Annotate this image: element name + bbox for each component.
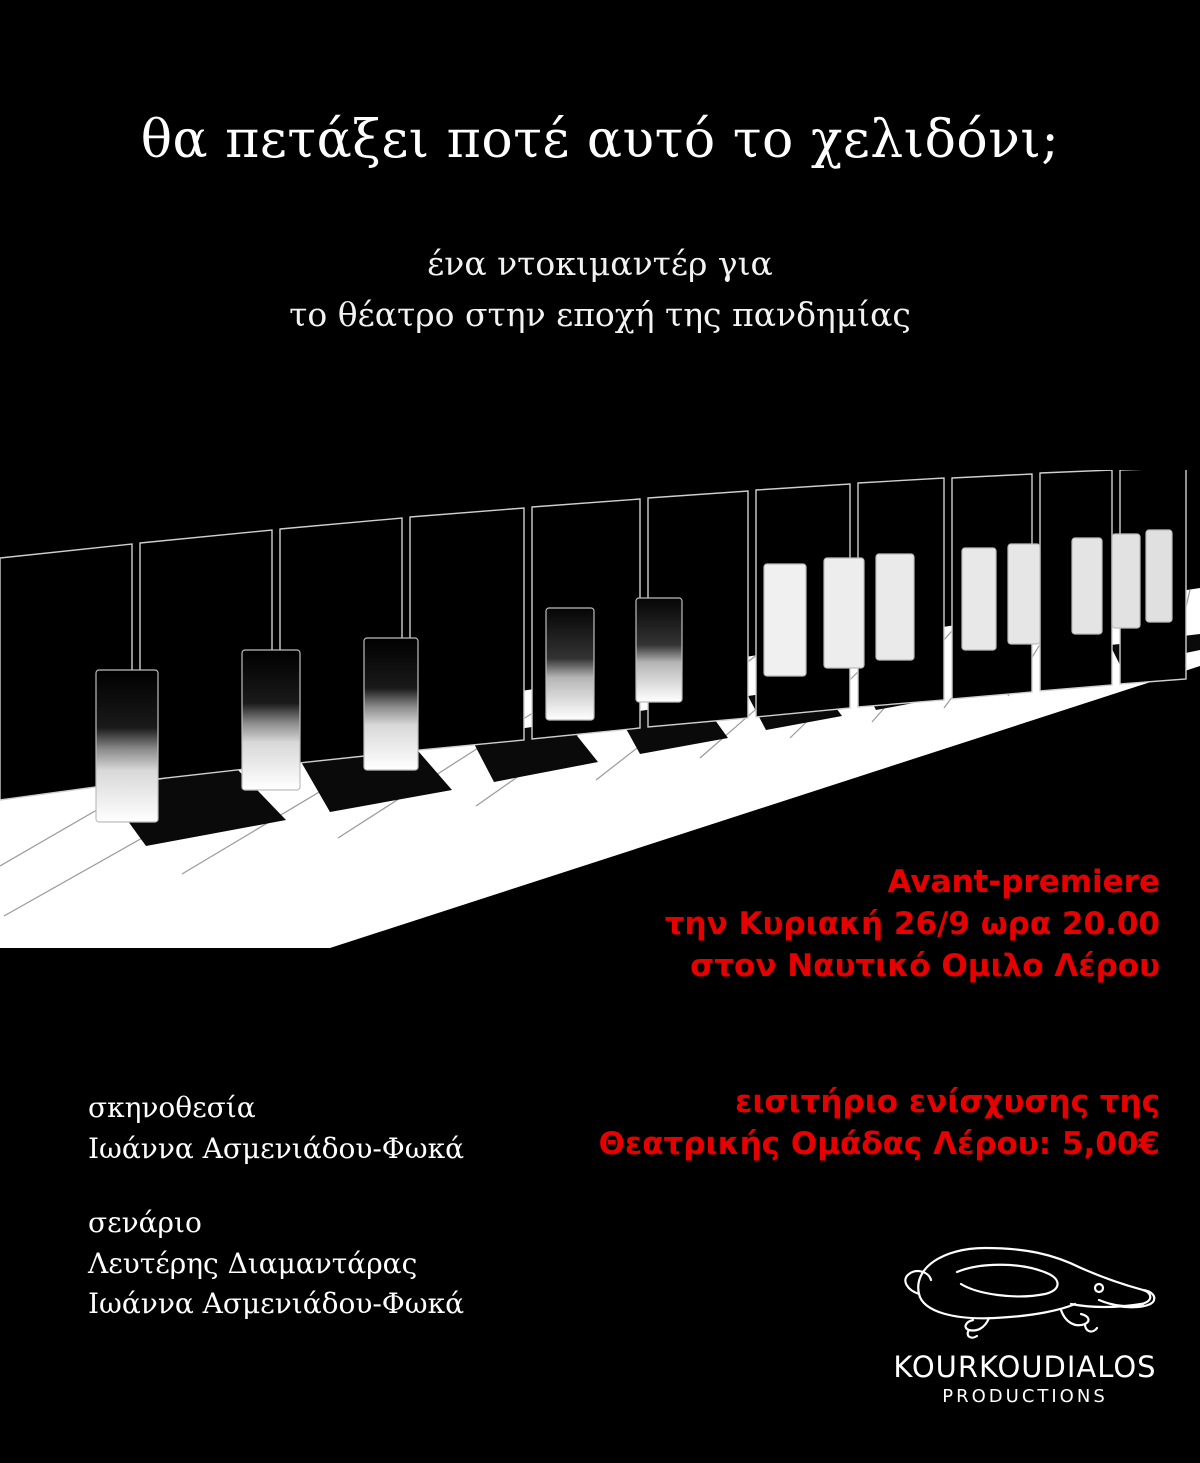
credit-role-direction: σκηνοθεσία	[88, 1091, 256, 1124]
credit-name-direction-1: Ιωάννα Ασμενιάδου-Φωκά	[88, 1131, 464, 1165]
ticket-line-1: εισιτήριο ενίσχυσης της	[735, 1084, 1160, 1120]
screening-line-3: στον Ναυτικό Ομιλο Λέρου	[690, 947, 1160, 984]
poster-subtitle	[0, 238, 1200, 340]
production-logo	[880, 1228, 1170, 1438]
subtitle-line-1: ένα ντοκιμαντέρ για	[427, 244, 773, 283]
crocodile-icon	[885, 1228, 1165, 1348]
screening-info	[520, 862, 1160, 988]
screening-line-2: την Κυριακή 26/9 ωρα 20.00	[664, 905, 1160, 942]
ticket-line-2: Θεατρικής Ομάδας Λέρου: 5,00€	[598, 1125, 1160, 1162]
credit-name-screenplay-1: Λευτέρης Διαμαντάρας	[88, 1246, 418, 1280]
page-title: θα πετάξει ποτέ αυτό το χελιδόνι;	[140, 110, 1060, 170]
screening-line-1: Avant-premiere	[887, 864, 1160, 900]
credits-block	[88, 1088, 608, 1359]
credit-group-screenplay	[88, 1203, 608, 1325]
logo-name: KOURKOUDIALOS	[893, 1350, 1157, 1384]
credit-name-screenplay-2: Ιωάννα Ασμενιάδου-Φωκά	[88, 1287, 464, 1321]
subtitle-line-2: το θέατρο στην εποχή της πανδημίας	[289, 295, 911, 335]
credit-role-screenplay: σενάριο	[88, 1206, 202, 1240]
logo-subtitle: PRODUCTIONS	[942, 1386, 1108, 1407]
credit-group-direction	[88, 1088, 608, 1169]
